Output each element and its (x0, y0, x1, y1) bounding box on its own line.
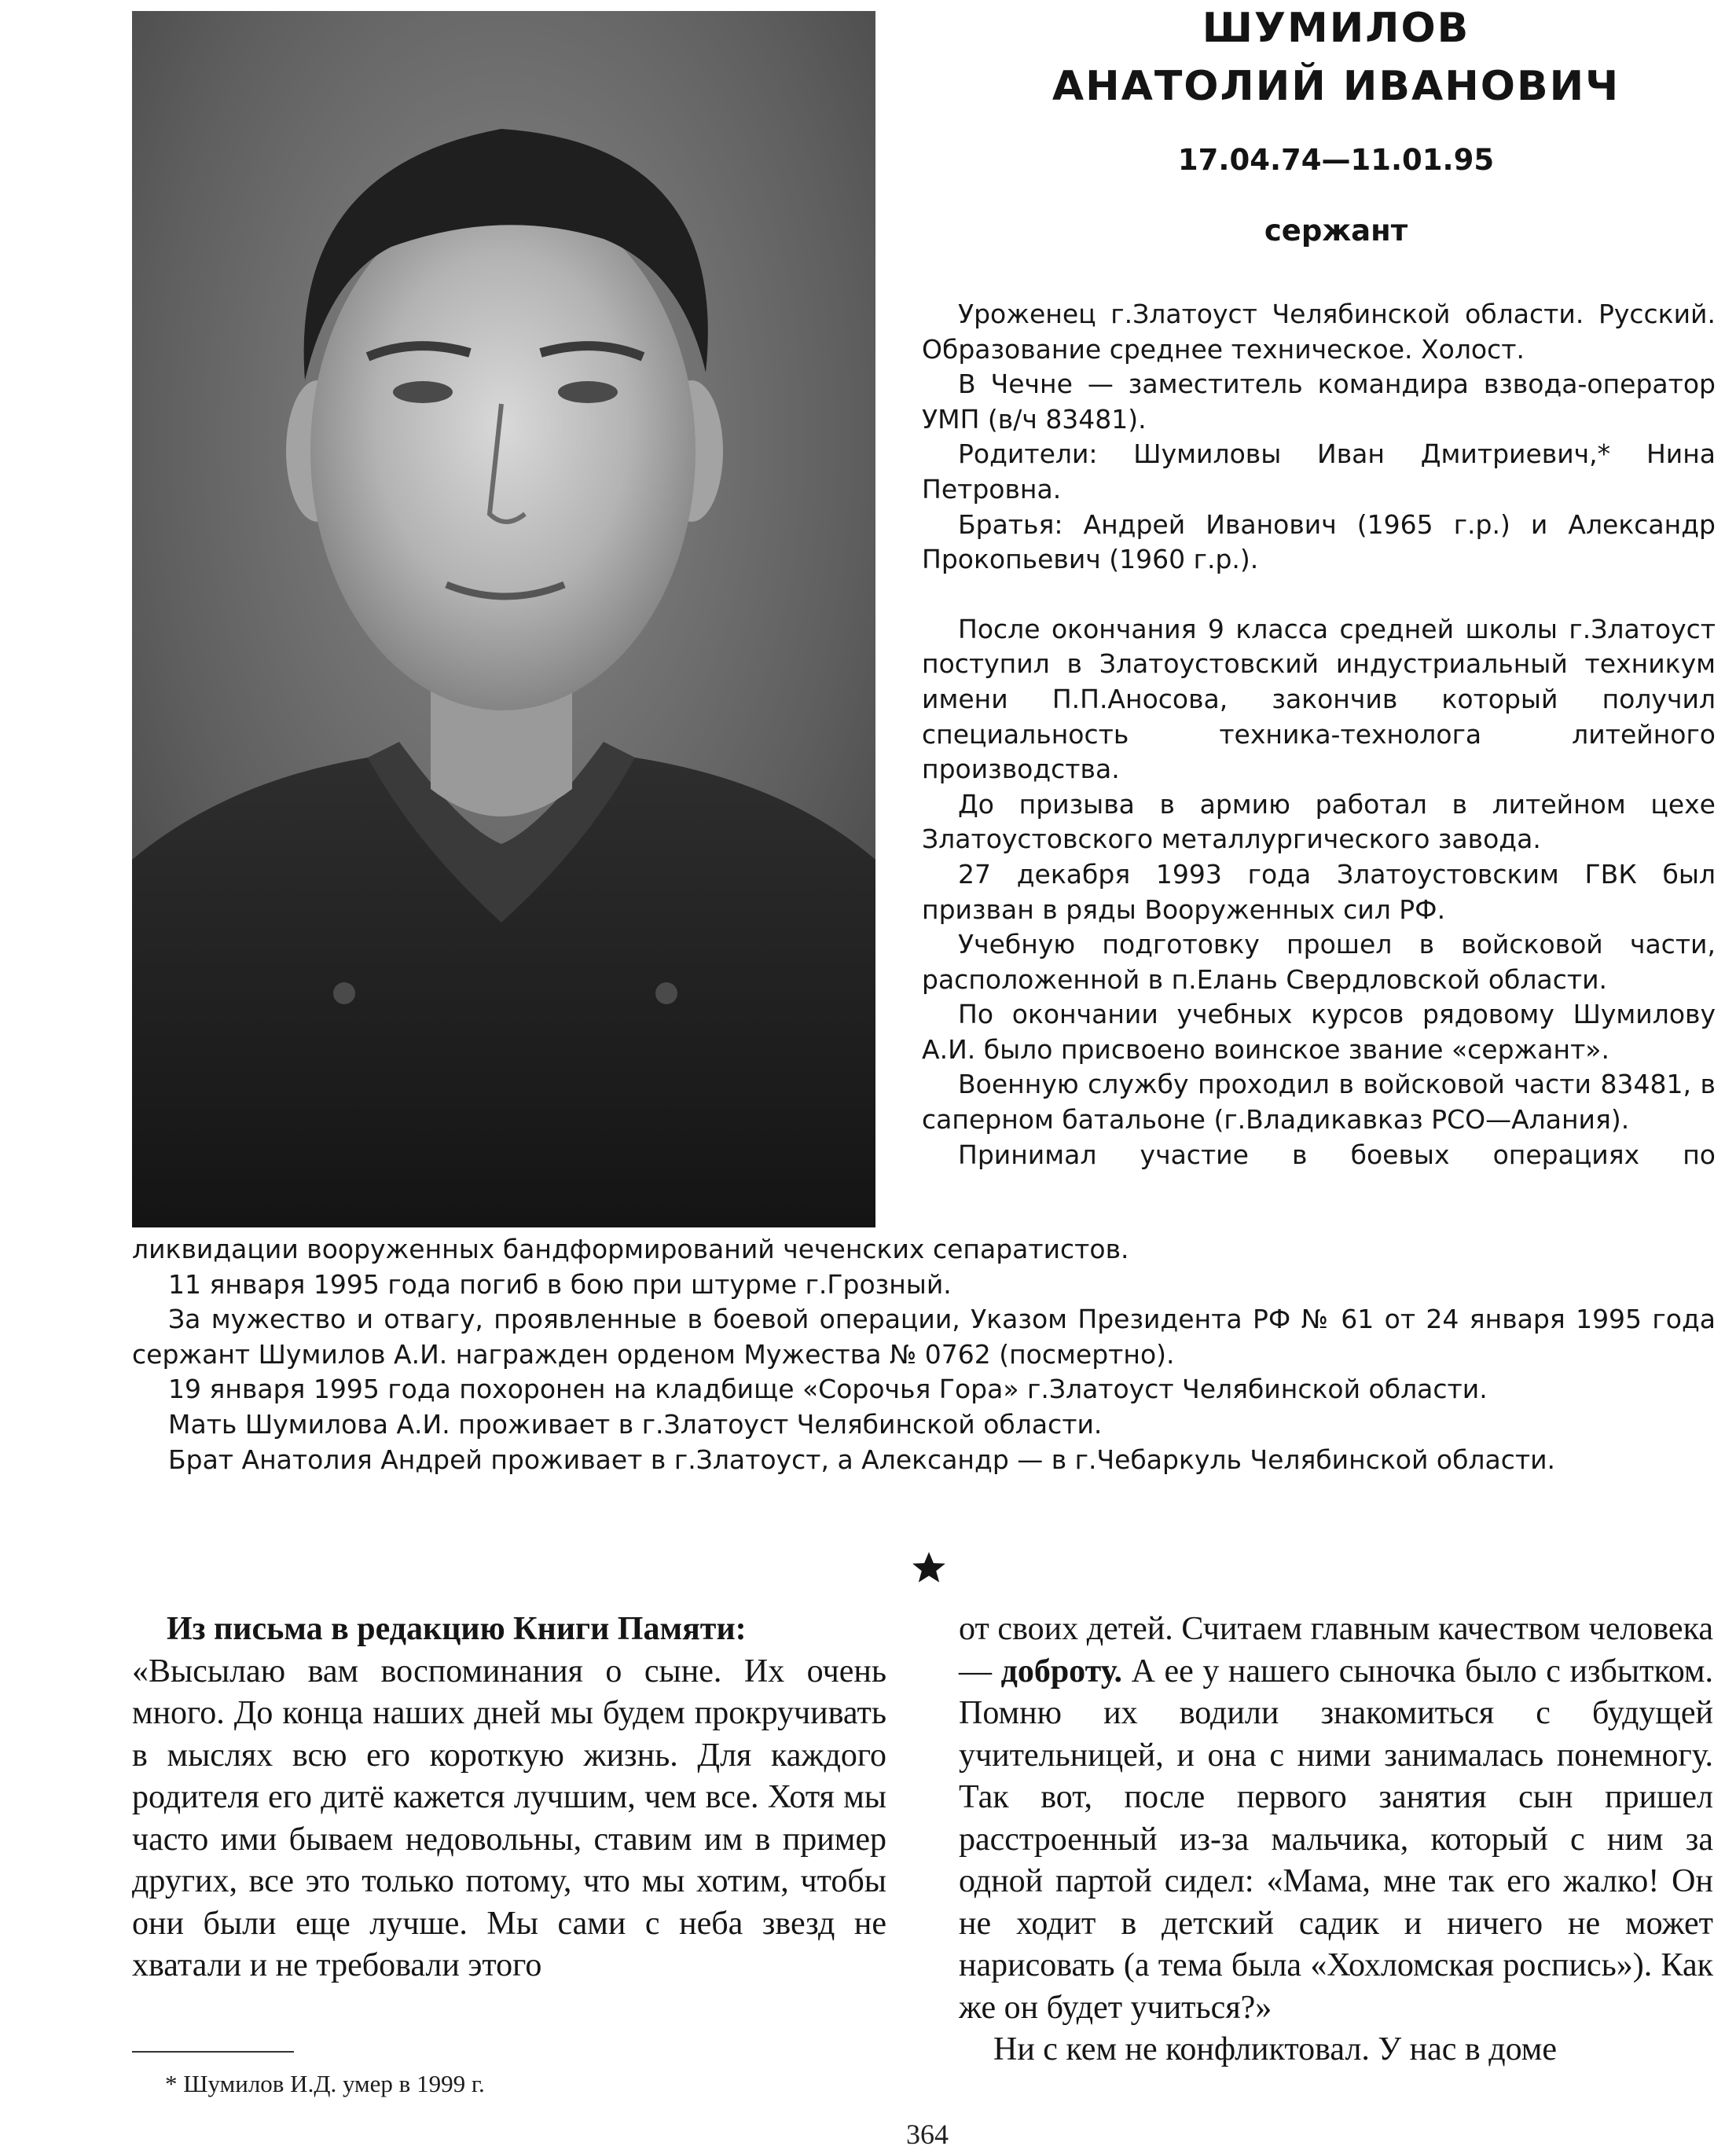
letter-left-column (132, 1609, 886, 1987)
paragraph-gap (922, 578, 1716, 612)
letter-paragraph (132, 1651, 886, 1987)
bio-paragraph: В Чечне — заместитель командира взвода-оператор УМП (в/ч 83481). (922, 369, 1716, 435)
bio-paragraph: Брат Анатолия Андрей проживает в г.Златоуст, а Александр — в г.Чебаркуль Челябинской области. (168, 1444, 1556, 1475)
letter-emphasis: доброту. (1000, 1653, 1123, 1690)
life-dates: 17.04.74—11.01.95 (1177, 143, 1495, 177)
bio-paragraph: По окончании учебных курсов рядовому Шумилову А.И. было присвоено воинское звание «сержант». (922, 999, 1716, 1065)
page-number: 364 (906, 2119, 949, 2150)
bio-paragraph: Мать Шумилова А.И. проживает в г.Златоуст Челябинской области. (168, 1408, 1103, 1440)
bio-paragraph: Военную службу проходил в войсковой части 83481, в саперном батальоне (г.Владикавказ РСО—Алания). (922, 1069, 1716, 1136)
letter-heading: Из письма в редакцию Книги Памяти: (167, 1611, 747, 1647)
letter-text: от своих детей. Считаем главным качеством человека — (959, 1611, 1713, 1690)
bio-paragraph: Родители: Шумиловы Иван Дмитриевич,* Нина Петровна. (922, 438, 1716, 504)
bio-paragraph: 19 января 1995 года похоронен на кладбище «Сорочья Гора» г.Златоуст Челябинской области. (168, 1374, 1488, 1405)
footnote-rule (132, 2051, 294, 2053)
bio-paragraph: Учебную подготовку прошел в войсковой части, расположенной в п.Елань Свердловской области. (922, 929, 1716, 995)
biography-right-column (922, 297, 1716, 1172)
portrait-photo (132, 11, 875, 1227)
letter-right-column (959, 1609, 1713, 2071)
bio-paragraph: 27 декабря 1993 года Златоустовским ГВК был призван в ряды Вооруженных сил РФ. (922, 858, 1716, 925)
military-rank: сержант (1264, 214, 1408, 248)
footnote: * Шумилов И.Д. умер в 1999 г. (165, 2070, 485, 2097)
bio-paragraph: После окончания 9 класса средней школы г.Златоуст поступил в Златоустовский индустриальный техникум имени П.П.Аносова, закончив который получил специальность техника-технолога литейного производства. (922, 613, 1716, 785)
bio-paragraph: Принимал участие в боевых операциях по (958, 1139, 1716, 1170)
star-icon (912, 1550, 946, 1585)
portrait-photo-icon (132, 11, 875, 1227)
bio-paragraph: За мужество и отвагу, проявленные в боевой операции, Указом Президента РФ № 61 от 24 января 1995 года сержант Шумилов А.И. награжден орденом Мужества № 0762 (посмертно). (132, 1304, 1716, 1370)
bio-paragraph: ликвидации вооруженных бандформирований чеченских сепаратистов. (132, 1234, 1129, 1264)
bio-paragraph: Братья: Андрей Иванович (1965 г.р.) и Александр Прокопьевич (1960 г.р.). (922, 508, 1716, 575)
letter-text: «Высылаю вам воспоминания о сыне. Их очень много. До конца наших дней мы будем прокручивать в мыслях всю его короткую жизнь. Для каждого родителя его дитё кажется лучшим, чем все. Хотя мы часто ими бываем недовольны, ставим им в пример других, все это только потому, что мы хотим, чтобы они были еще лучше. Мы сами с неба звезд не хватали и не требовали этого (132, 1653, 886, 1983)
letter-paragraph: Ни с кем не конфликтовал. У нас в доме (993, 2031, 1558, 2067)
letter-paragraph (959, 1609, 1713, 2029)
biography-full-width (132, 1232, 1716, 1477)
given-names: АНАТОЛИЙ ИВАНОВИЧ (1052, 63, 1620, 110)
letter-text: А ее у нашего сыночка было с избытком. Помню их водили знакомиться с будущей учительницей, и она с ними занималась понемногу. Так вот, после первого занятия сын пришел расстроенный из-за мальчика, который с ним за одной партой сидел: «Мама, мне так его жалко! Он не ходит в детский садик и ничего не может нарисовать (а тема была «Хохломская роспись»). Как же он будет учиться?» (959, 1653, 1713, 2026)
bio-paragraph: Уроженец г.Златоуст Челябинской области. Русский. Образование среднее техническое. Холост. (922, 299, 1716, 365)
surname: ШУМИЛОВ (1202, 5, 1470, 52)
bio-paragraph: До призыва в армию работал в литейном цехе Златоустовского металлургического завода. (922, 788, 1716, 855)
bio-paragraph: 11 января 1995 года погиб в бою при штурме г.Грозный. (168, 1268, 952, 1300)
